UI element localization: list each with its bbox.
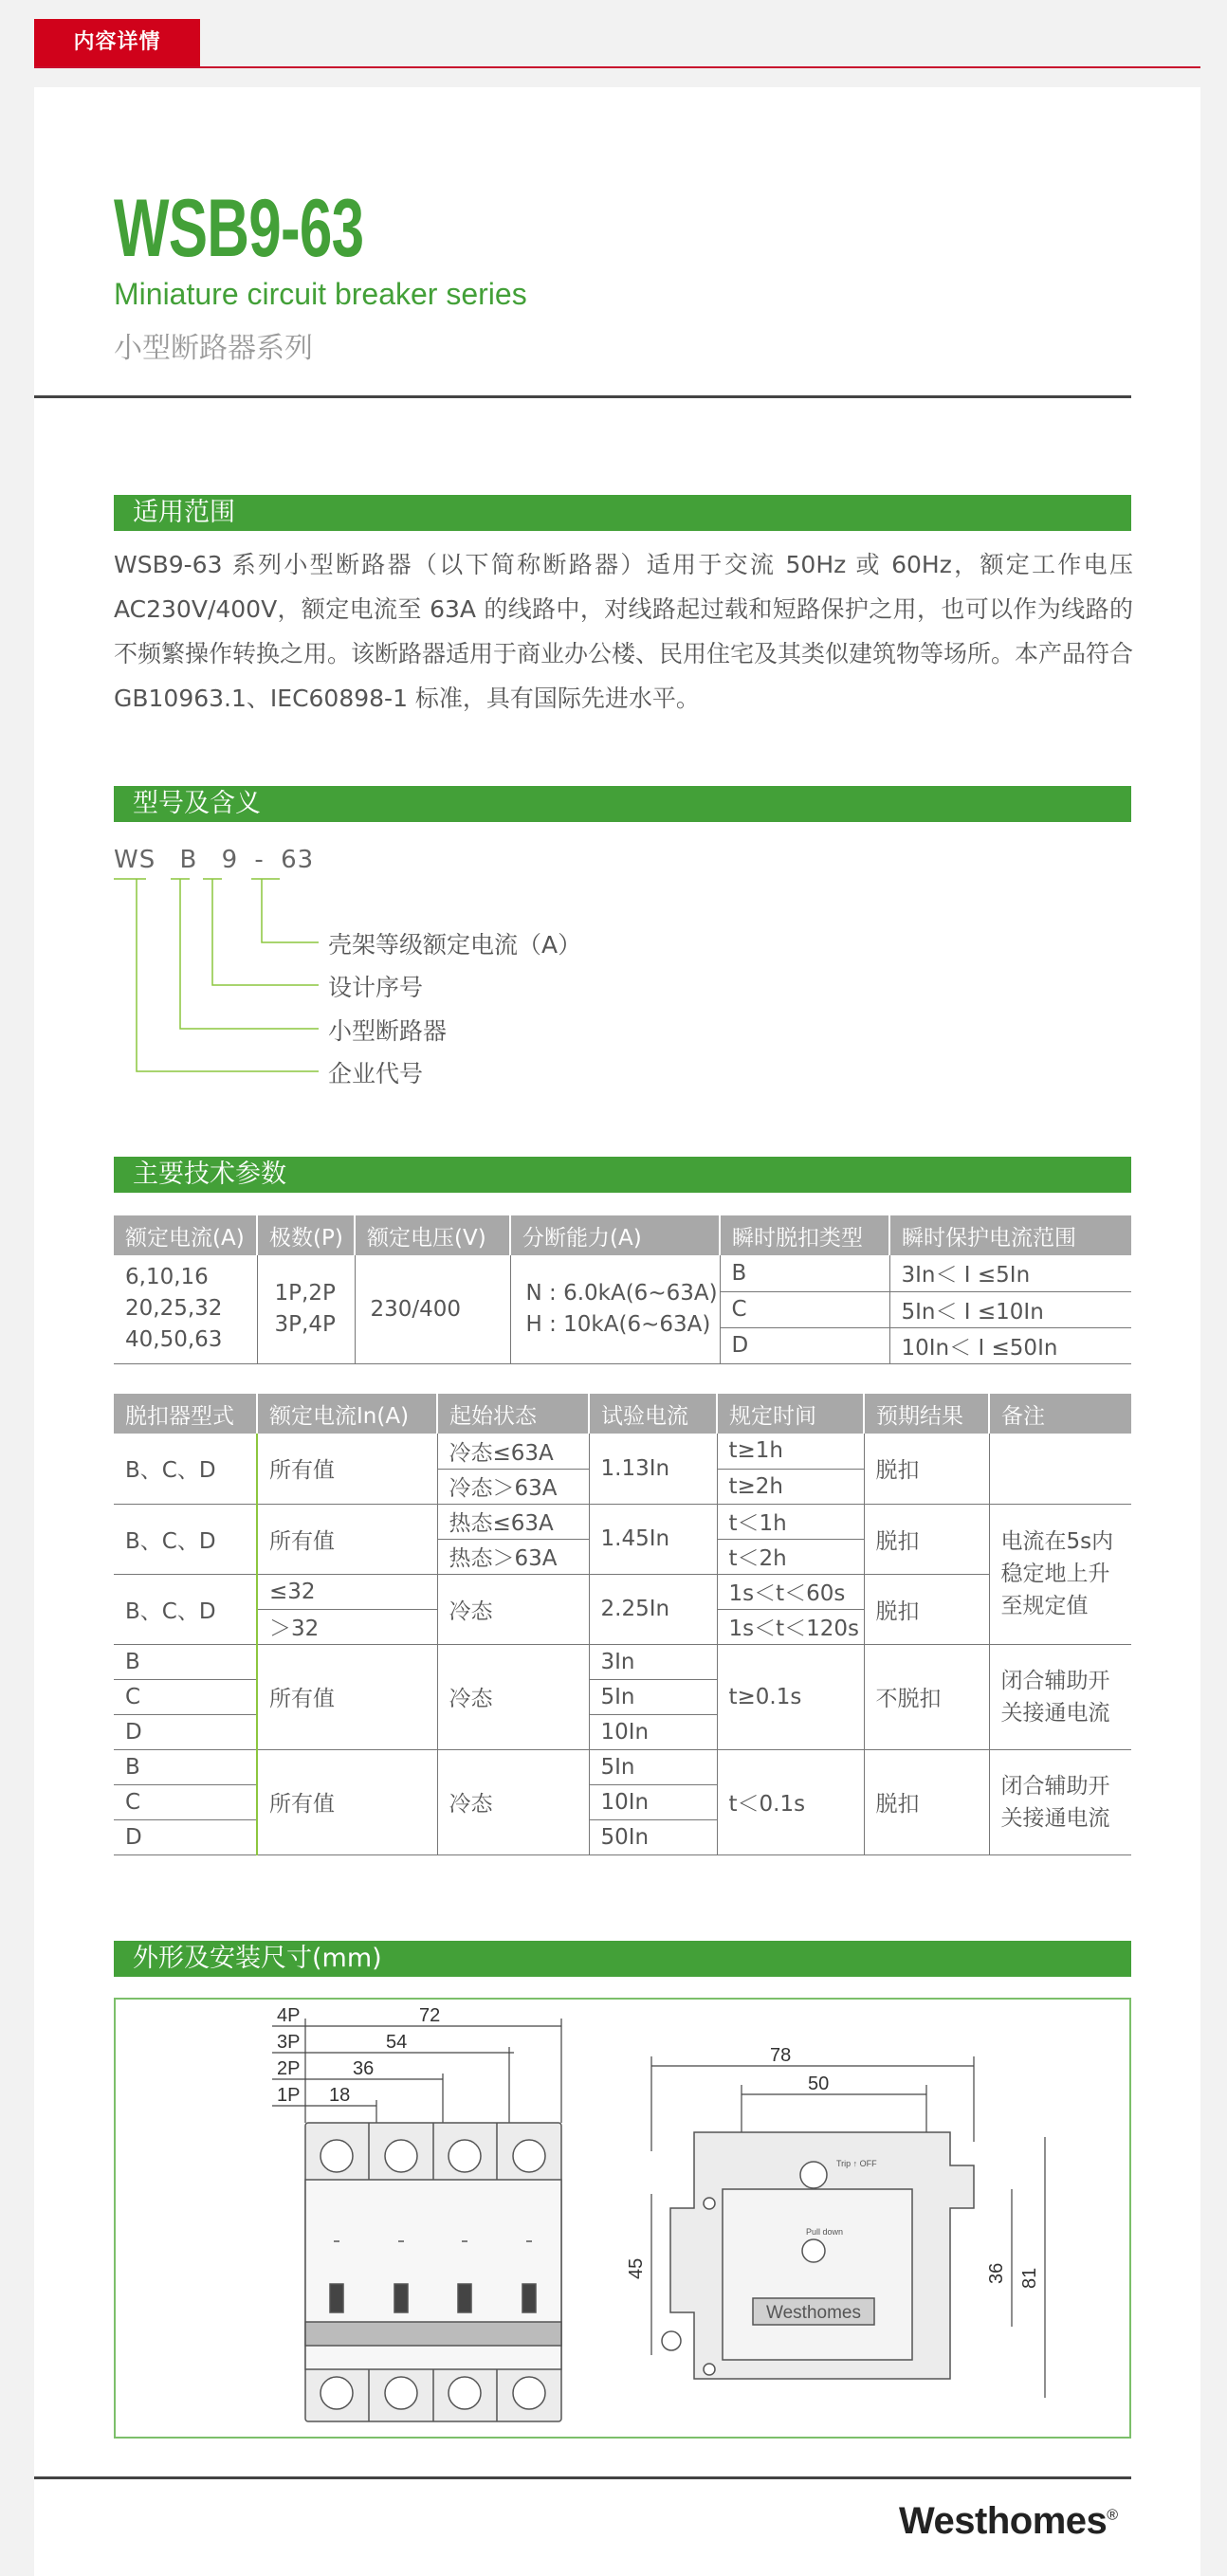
breaker-side-view — [662, 2132, 974, 2379]
table-cell: 1.13In — [589, 1434, 717, 1504]
table-cell: 脱扣 — [864, 1504, 989, 1574]
dim-label-2p: 2P — [277, 2058, 301, 2079]
col-header: 瞬时脱扣类型 — [720, 1215, 889, 1255]
table-cell: 热态＞63A — [437, 1539, 589, 1574]
trip-range-cell: 10In＜ I ≤50In — [889, 1327, 1131, 1363]
table-cell: 所有值 — [257, 1434, 437, 1504]
rated-current-cell: 6,10,16 20,25,32 40,50,63 — [114, 1255, 257, 1363]
table-cell — [989, 1434, 1131, 1504]
col-header: 额定电压(V) — [355, 1215, 510, 1255]
col-header: 极数(P) — [257, 1215, 355, 1255]
model-label-mcb: 小型断路器 — [328, 1017, 448, 1045]
table-cell: t≥0.1s — [717, 1644, 864, 1749]
table-cell: 所有值 — [257, 1749, 437, 1854]
model-code-9: 9 — [221, 846, 239, 874]
voltage-cell: 230/400 — [355, 1255, 510, 1363]
dim-width-72: 72 — [419, 2005, 441, 2026]
table-cell: 脱扣 — [864, 1574, 989, 1644]
trip-test-table — [114, 1394, 1131, 1855]
breaking-capacity-cell: N : 6.0kA(6~63A) H : 10kA(6~63A) — [510, 1255, 720, 1363]
table-cell: 所有值 — [257, 1644, 437, 1749]
product-subtitle-cn: 小型断路器系列 — [114, 332, 313, 365]
model-label-company-code: 企业代号 — [328, 1060, 424, 1087]
table-cell: B、C、D — [114, 1574, 257, 1644]
note-cell: 电流在5s内 稳定地上升 至规定值 — [989, 1504, 1131, 1644]
table-cell: 脱扣 — [864, 1434, 989, 1504]
table-cell: 冷态＞63A — [437, 1469, 589, 1504]
table-cell: C — [114, 1784, 257, 1819]
col-header: 脱扣器型式 — [114, 1394, 257, 1434]
table-cell: 冷态 — [437, 1749, 589, 1854]
dim-label-3p: 3P — [277, 2032, 301, 2053]
col-header: 额定电流(A) — [114, 1215, 257, 1255]
dim-side-50: 50 — [808, 2074, 830, 2094]
side-view-pull-label: Pull down — [806, 2227, 844, 2237]
table-cell: 1s＜t＜60s — [717, 1574, 864, 1609]
section-heading-model: 型号及含义 — [114, 786, 1131, 822]
col-header: 起始状态 — [437, 1394, 589, 1434]
table-cell: 1.45In — [589, 1504, 717, 1574]
trip-range-cell: 3In＜ I ≤5In — [889, 1255, 1131, 1291]
table-cell: ≤32 — [257, 1574, 437, 1609]
col-header: 瞬时保护电流范围 — [889, 1215, 1131, 1255]
table-cell: 5In — [589, 1749, 717, 1784]
brand-logo: Westhomes® — [899, 2500, 1118, 2542]
dim-side-81: 81 — [1019, 2267, 1040, 2289]
dim-side-36: 36 — [986, 2262, 1007, 2284]
note-cell: 闭合辅助开 关接通电流 — [989, 1749, 1131, 1854]
table-cell: 50In — [589, 1819, 717, 1854]
table-cell: 不脱扣 — [864, 1644, 989, 1749]
table-cell: 10In — [589, 1784, 717, 1819]
table-cell: t＜2h — [717, 1539, 864, 1574]
table-cell: D — [114, 1819, 257, 1854]
model-code-dash: - — [254, 846, 265, 874]
content-card — [34, 87, 1200, 2576]
table-cell: D — [114, 1714, 257, 1749]
dim-width-36: 36 — [353, 2058, 375, 2079]
col-header: 分断能力(A) — [510, 1215, 720, 1255]
table-cell: 10In — [589, 1714, 717, 1749]
col-header: 备注 — [989, 1394, 1131, 1434]
product-title: WSB9-63 — [114, 183, 364, 274]
table-cell: C — [114, 1679, 257, 1714]
table-cell: 脱扣 — [864, 1749, 989, 1854]
table-cell: 5In — [589, 1679, 717, 1714]
section-heading-params: 主要技术参数 — [114, 1157, 1131, 1193]
table-cell: B — [114, 1644, 257, 1679]
trip-type-cell: D — [720, 1327, 889, 1363]
model-label-frame-current: 壳架等级额定电流（A） — [328, 931, 582, 959]
trip-type-cell: C — [720, 1291, 889, 1327]
col-header: 预期结果 — [864, 1394, 989, 1434]
table-cell: B、C、D — [114, 1434, 257, 1504]
dimension-drawing-box — [114, 1998, 1131, 2439]
scope-paragraph: WSB9-63 系列小型断路器（以下简称断路器）适用于交流 50Hz 或 60Hz，额定工作电压 AC230V/400V，额定电流至 63A 的线路中，对线路起过载和短路保护之用，也可以作为线路的不频繁操作转换之用。该断路器适用于商业办公楼、民用住宅及其类似建筑物等场所。本产品符合 GB10963.1、IEC60898-1 标准，具有国际先进水平。 — [114, 551, 1134, 712]
table-cell: t＜0.1s — [717, 1749, 864, 1854]
table-cell: 2.25In — [589, 1574, 717, 1644]
model-code-b: B — [179, 846, 198, 874]
poles-cell: 1P,2P 3P,4P — [257, 1255, 355, 1363]
table-cell: t＜1h — [717, 1504, 864, 1539]
section-heading-scope: 适用范围 — [114, 495, 1131, 531]
table-cell: 冷态≤63A — [437, 1434, 589, 1469]
table-cell: 1s＜t＜120s — [717, 1609, 864, 1644]
product-subtitle-en: Miniature circuit breaker series — [114, 277, 527, 311]
table-cell: 3In — [589, 1644, 717, 1679]
col-header: 额定电流In(A) — [257, 1394, 437, 1434]
table-cell: t≥1h — [717, 1434, 864, 1469]
dimension-drawings — [116, 2000, 1129, 2437]
side-view-trip-label: Trip ↑ OFF — [836, 2159, 877, 2168]
table-cell: 冷态 — [437, 1644, 589, 1749]
col-header: 规定时间 — [717, 1394, 864, 1434]
table-cell: 热态≤63A — [437, 1504, 589, 1539]
table-cell: ＞32 — [257, 1609, 437, 1644]
model-label-design-no: 设计序号 — [328, 974, 424, 1001]
dim-width-54: 54 — [386, 2032, 408, 2053]
col-header: 试验电流 — [589, 1394, 717, 1434]
model-code-63: 63 — [281, 846, 315, 874]
table-cell: 冷态 — [437, 1574, 589, 1644]
dim-width-18: 18 — [329, 2085, 351, 2106]
breaker-front-view — [305, 2123, 561, 2421]
dim-side-78: 78 — [770, 2045, 792, 2066]
trip-type-cell: B — [720, 1255, 889, 1291]
dim-label-1p: 1P — [277, 2085, 301, 2106]
divider — [34, 2476, 1131, 2479]
dim-side-45: 45 — [626, 2257, 647, 2279]
section-heading-dims: 外形及安装尺寸(mm) — [114, 1941, 1131, 1977]
tab-content-details[interactable]: 内容详情 — [34, 19, 200, 66]
table-cell: B、C、D — [114, 1504, 257, 1574]
table-cell: t≥2h — [717, 1469, 864, 1504]
tab-bar — [34, 19, 1200, 68]
dim-label-4p: 4P — [277, 2005, 301, 2026]
table-cell: 所有值 — [257, 1504, 437, 1574]
table-cell: B — [114, 1749, 257, 1784]
side-view-brand: Westhomes — [766, 2303, 861, 2323]
note-cell: 闭合辅助开 关接通电流 — [989, 1644, 1131, 1749]
params-table — [114, 1215, 1131, 1364]
trip-range-cell: 5In＜ I ≤10In — [889, 1291, 1131, 1327]
model-code-ws: WS — [114, 846, 156, 874]
